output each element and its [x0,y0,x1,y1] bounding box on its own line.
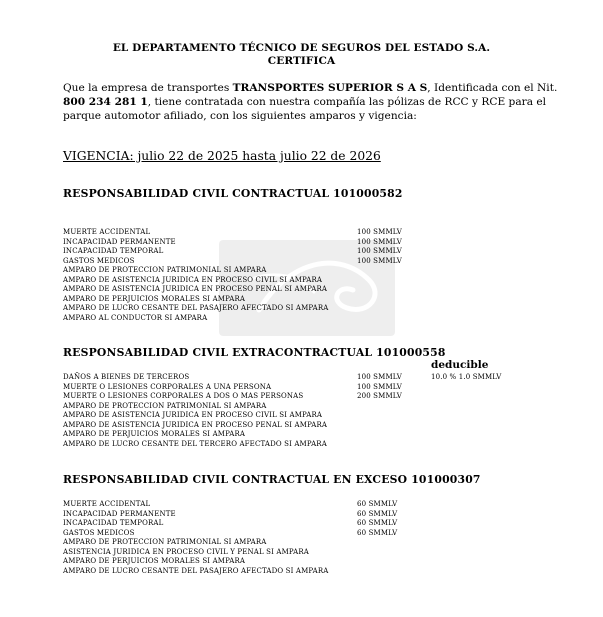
coverage-value: 200 SMMLV [357,392,402,400]
coverage-row: AMPARO DE PROTECCION PATRIMONIAL SI AMPARA [63,538,267,546]
coverage-row: AMPARO DE PERJUICIOS MORALES SI AMPARA [63,294,246,303]
intro-paragraph [63,81,563,123]
coverage-row: AMPARO DE ASISTENCIA JURIDICA EN PROCESO CIVIL SI AMPARA [63,411,323,419]
coverage-row: DAÑOS A BIENES DE TERCEROS [63,373,190,381]
coverage-row: AMPARO DE PERJUICIOS MORALES SI AMPARA [63,557,246,565]
document-subtitle: CERTIFICA [267,55,336,67]
company-name: TRANSPORTES SUPERIOR S A S [232,82,428,94]
coverage-row: AMPARO DE LUCRO CESANTE DEL TERCERO AFECTADO SI AMPARA [63,439,327,448]
coverage-value: 100 SMMLV [357,237,402,246]
coverage-row: AMPARO DE PROTECCION PATRIMONIAL SI AMPARA [63,266,267,274]
coverage-row: AMPARO DE ASISTENCIA JURIDICA EN PROCESO CIVIL SI AMPARA [63,275,323,284]
coverage-row: AMPARO DE PERJUICIOS MORALES SI AMPARA [63,430,246,438]
deducible-value: 10.0 % 1.0 SMMLV [431,373,502,381]
intro-text-2: , Identificada con el Nit. [427,82,558,94]
company-nit: 800 234 281 1 [63,96,148,108]
coverage-value: 100 SMMLV [357,382,402,391]
coverage-row: GASTOS MEDICOS [63,256,135,265]
coverage-row: INCAPACIDAD TEMPORAL [63,519,164,527]
deducible-label: deducible [431,359,489,371]
document-title: EL DEPARTAMENTO TÉCNICO DE SEGUROS DEL ESTADO S.A. [112,42,491,54]
coverage-value: 60 SMMLV [357,500,398,508]
coverage-row: AMPARO DE ASISTENCIA JURIDICA EN PROCESO PENAL SI AMPARA [63,285,328,293]
coverage-value: 100 SMMLV [357,228,402,236]
intro-text-1: Que la empresa de transportes [63,82,233,94]
coverage-row: INCAPACIDAD PERMANENTE [63,509,176,518]
coverage-row: INCAPACIDAD PERMANENTE [63,237,176,246]
coverage-row: INCAPACIDAD TEMPORAL [63,247,164,255]
coverage-row: AMPARO DE LUCRO CESANTE DEL PASAJERO AFECTADO SI AMPARA [63,304,329,312]
coverage-value: 100 SMMLV [357,247,402,255]
coverage-row: MUERTE ACCIDENTAL [63,228,151,236]
coverage-row: AMPARO DE ASISTENCIA JURIDICA EN PROCESO PENAL SI AMPARA [63,420,328,429]
coverage-value: 100 SMMLV [357,373,402,381]
coverage-row: AMPARO AL CONDUCTOR SI AMPARA [63,313,208,322]
coverage-value: 60 SMMLV [357,528,398,537]
vigencia: VIGENCIA: julio 22 de 2025 hasta julio 22 de 2026 [63,149,381,163]
coverage-row: AMPARO DE PROTECCION PATRIMONIAL SI AMPARA [63,401,267,410]
coverage-row: MUERTE ACCIDENTAL [63,500,151,508]
section-title-exceso: RESPONSABILIDAD CIVIL CONTRACTUAL EN EXCESO 101000307 [63,473,481,486]
coverage-row: AMPARO DE LUCRO CESANTE DEL PASAJERO AFECTADO SI AMPARA [63,566,329,575]
coverage-value: 60 SMMLV [357,519,398,527]
coverage-row: ASISTENCIA JURIDICA EN PROCESO CIVIL Y PENAL SI AMPARA [63,547,309,556]
intro-text-3: , tiene contratada con nuestra compañía las pólizas de RCC y RCE para el parque automotor afiliado, con los siguientes amparos y vigencia: [63,96,547,122]
coverage-row: GASTOS MEDICOS [63,528,135,537]
coverage-value: 60 SMMLV [357,509,398,518]
section-title-extracontractual: RESPONSABILIDAD CIVIL EXTRACONTRACTUAL 101000558 [63,346,446,359]
coverage-row: MUERTE O LESIONES CORPORALES A DOS O MAS PERSONAS [63,392,304,400]
coverage-row: MUERTE O LESIONES CORPORALES A UNA PERSONA [63,382,272,391]
coverage-value: 100 SMMLV [357,256,402,265]
section-title-contractual: RESPONSABILIDAD CIVIL CONTRACTUAL 101000582 [63,187,403,200]
